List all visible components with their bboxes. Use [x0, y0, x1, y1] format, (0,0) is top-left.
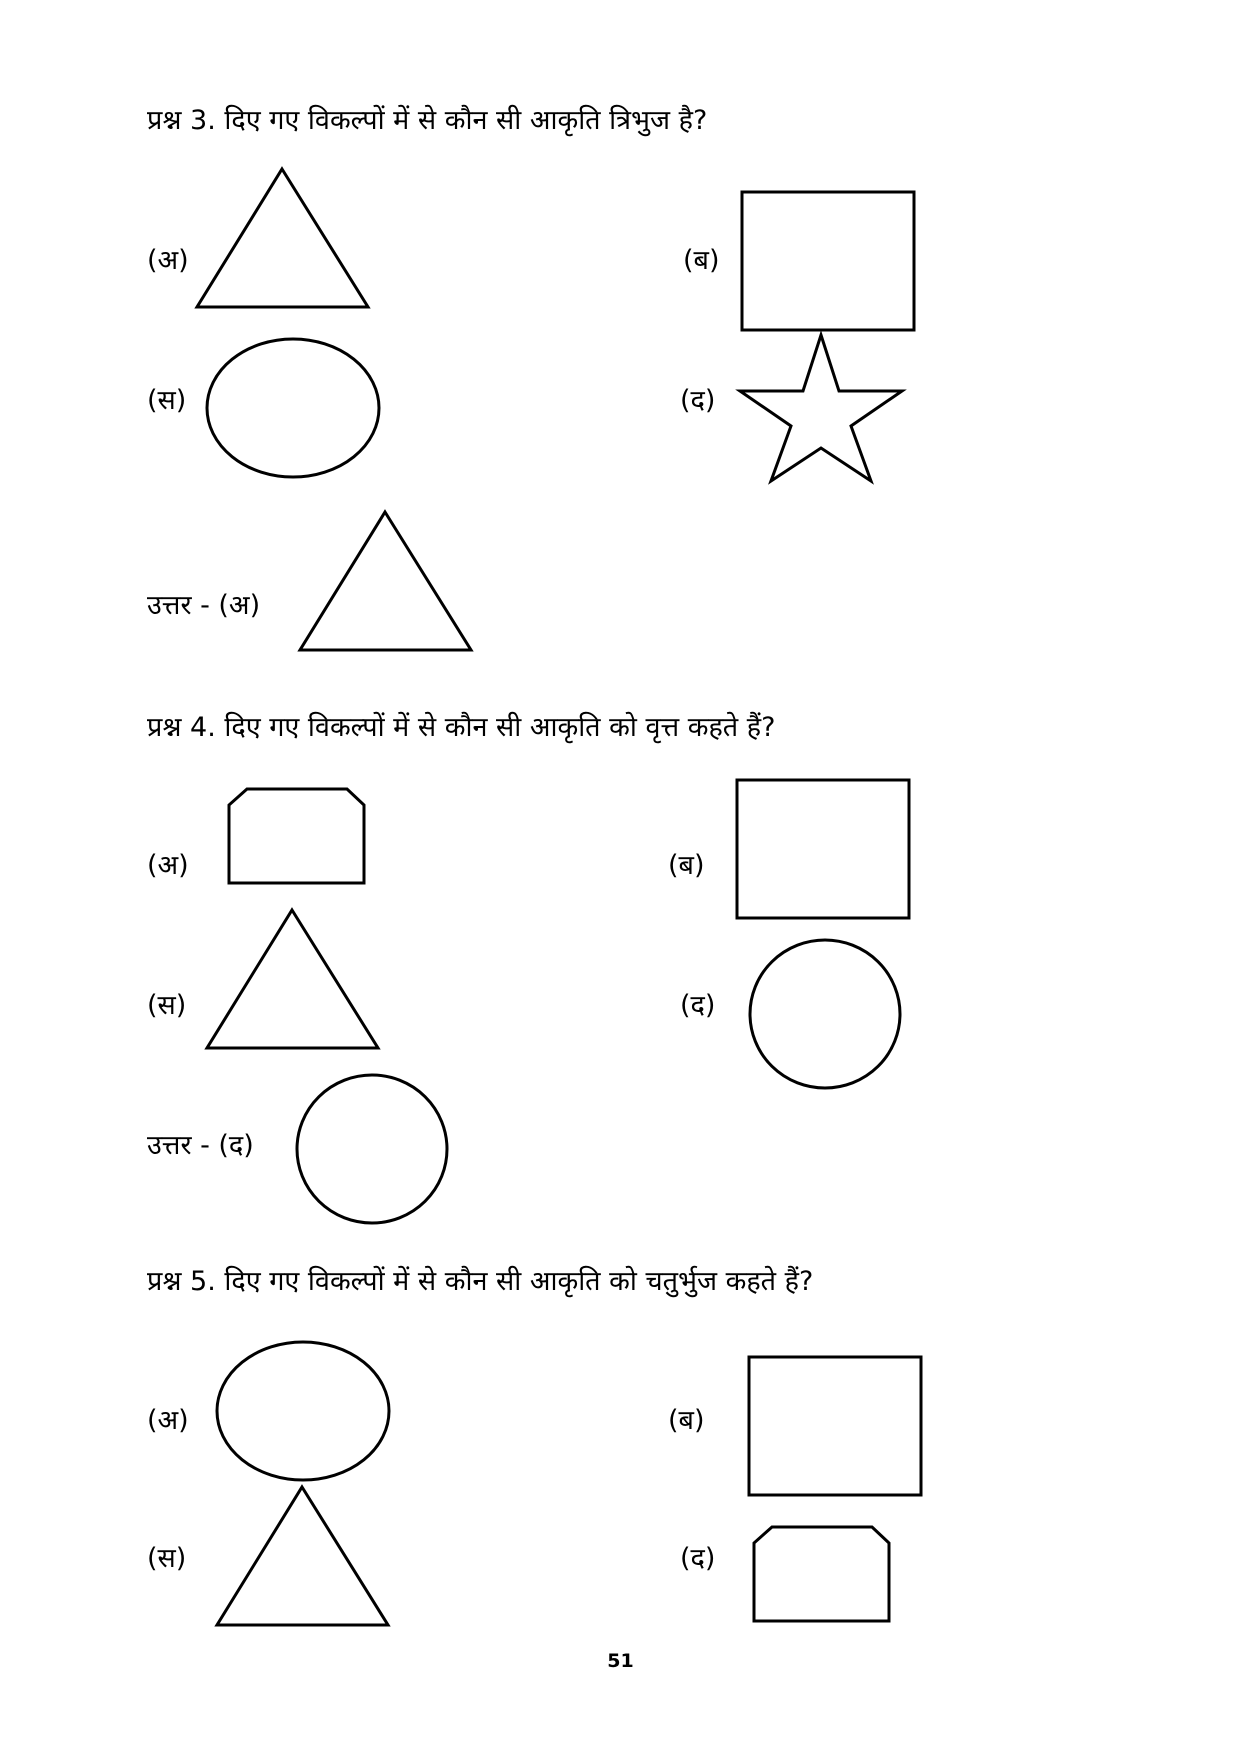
q3-option-c-label: (स)	[147, 385, 187, 416]
q4-option-d-label: (द)	[680, 990, 716, 1021]
ellipse-icon	[205, 337, 381, 479]
q3-option-d-label: (द)	[680, 385, 716, 416]
rectangle-icon	[740, 190, 918, 332]
circle-icon	[748, 938, 904, 1092]
q4-answer-label: उत्तर - (द)	[147, 1130, 254, 1161]
q4-option-b-label: (ब)	[668, 850, 705, 881]
q5-option-a-label: (अ)	[147, 1405, 189, 1436]
q4-option-a-label: (अ)	[147, 850, 189, 881]
q3-option-a-label: (अ)	[147, 245, 189, 276]
question-4-text: प्रश्न 4. दिए गए विकल्पों में से कौन सी आकृति को वृत्त कहते हैं?	[147, 712, 776, 743]
chamfered-rectangle-icon	[227, 787, 368, 886]
q3-answer-label: उत्तर - (अ)	[147, 590, 261, 621]
triangle-icon	[205, 908, 385, 1053]
star-icon	[738, 333, 906, 485]
answer-triangle-icon	[298, 510, 478, 655]
page-number: 51	[607, 1650, 634, 1672]
q3-option-b-label: (ब)	[683, 245, 720, 276]
rectangle-icon	[747, 1355, 925, 1497]
answer-circle-icon	[295, 1073, 451, 1227]
q5-option-b-label: (ब)	[668, 1405, 705, 1436]
question-3-text: प्रश्न 3. दिए गए विकल्पों में से कौन सी आकृति त्रिभुज है?	[147, 105, 708, 136]
ellipse-icon	[215, 1340, 391, 1482]
triangle-icon	[195, 167, 375, 312]
q5-option-d-label: (द)	[680, 1543, 716, 1574]
q4-option-c-label: (स)	[147, 990, 187, 1021]
rectangle-icon	[735, 778, 913, 920]
question-5-text: प्रश्न 5. दिए गए विकल्पों में से कौन सी आकृति को चतुर्भुज कहते हैं?	[147, 1266, 814, 1297]
q5-option-c-label: (स)	[147, 1543, 187, 1574]
triangle-icon	[215, 1485, 395, 1630]
chamfered-rectangle-icon	[752, 1525, 893, 1624]
